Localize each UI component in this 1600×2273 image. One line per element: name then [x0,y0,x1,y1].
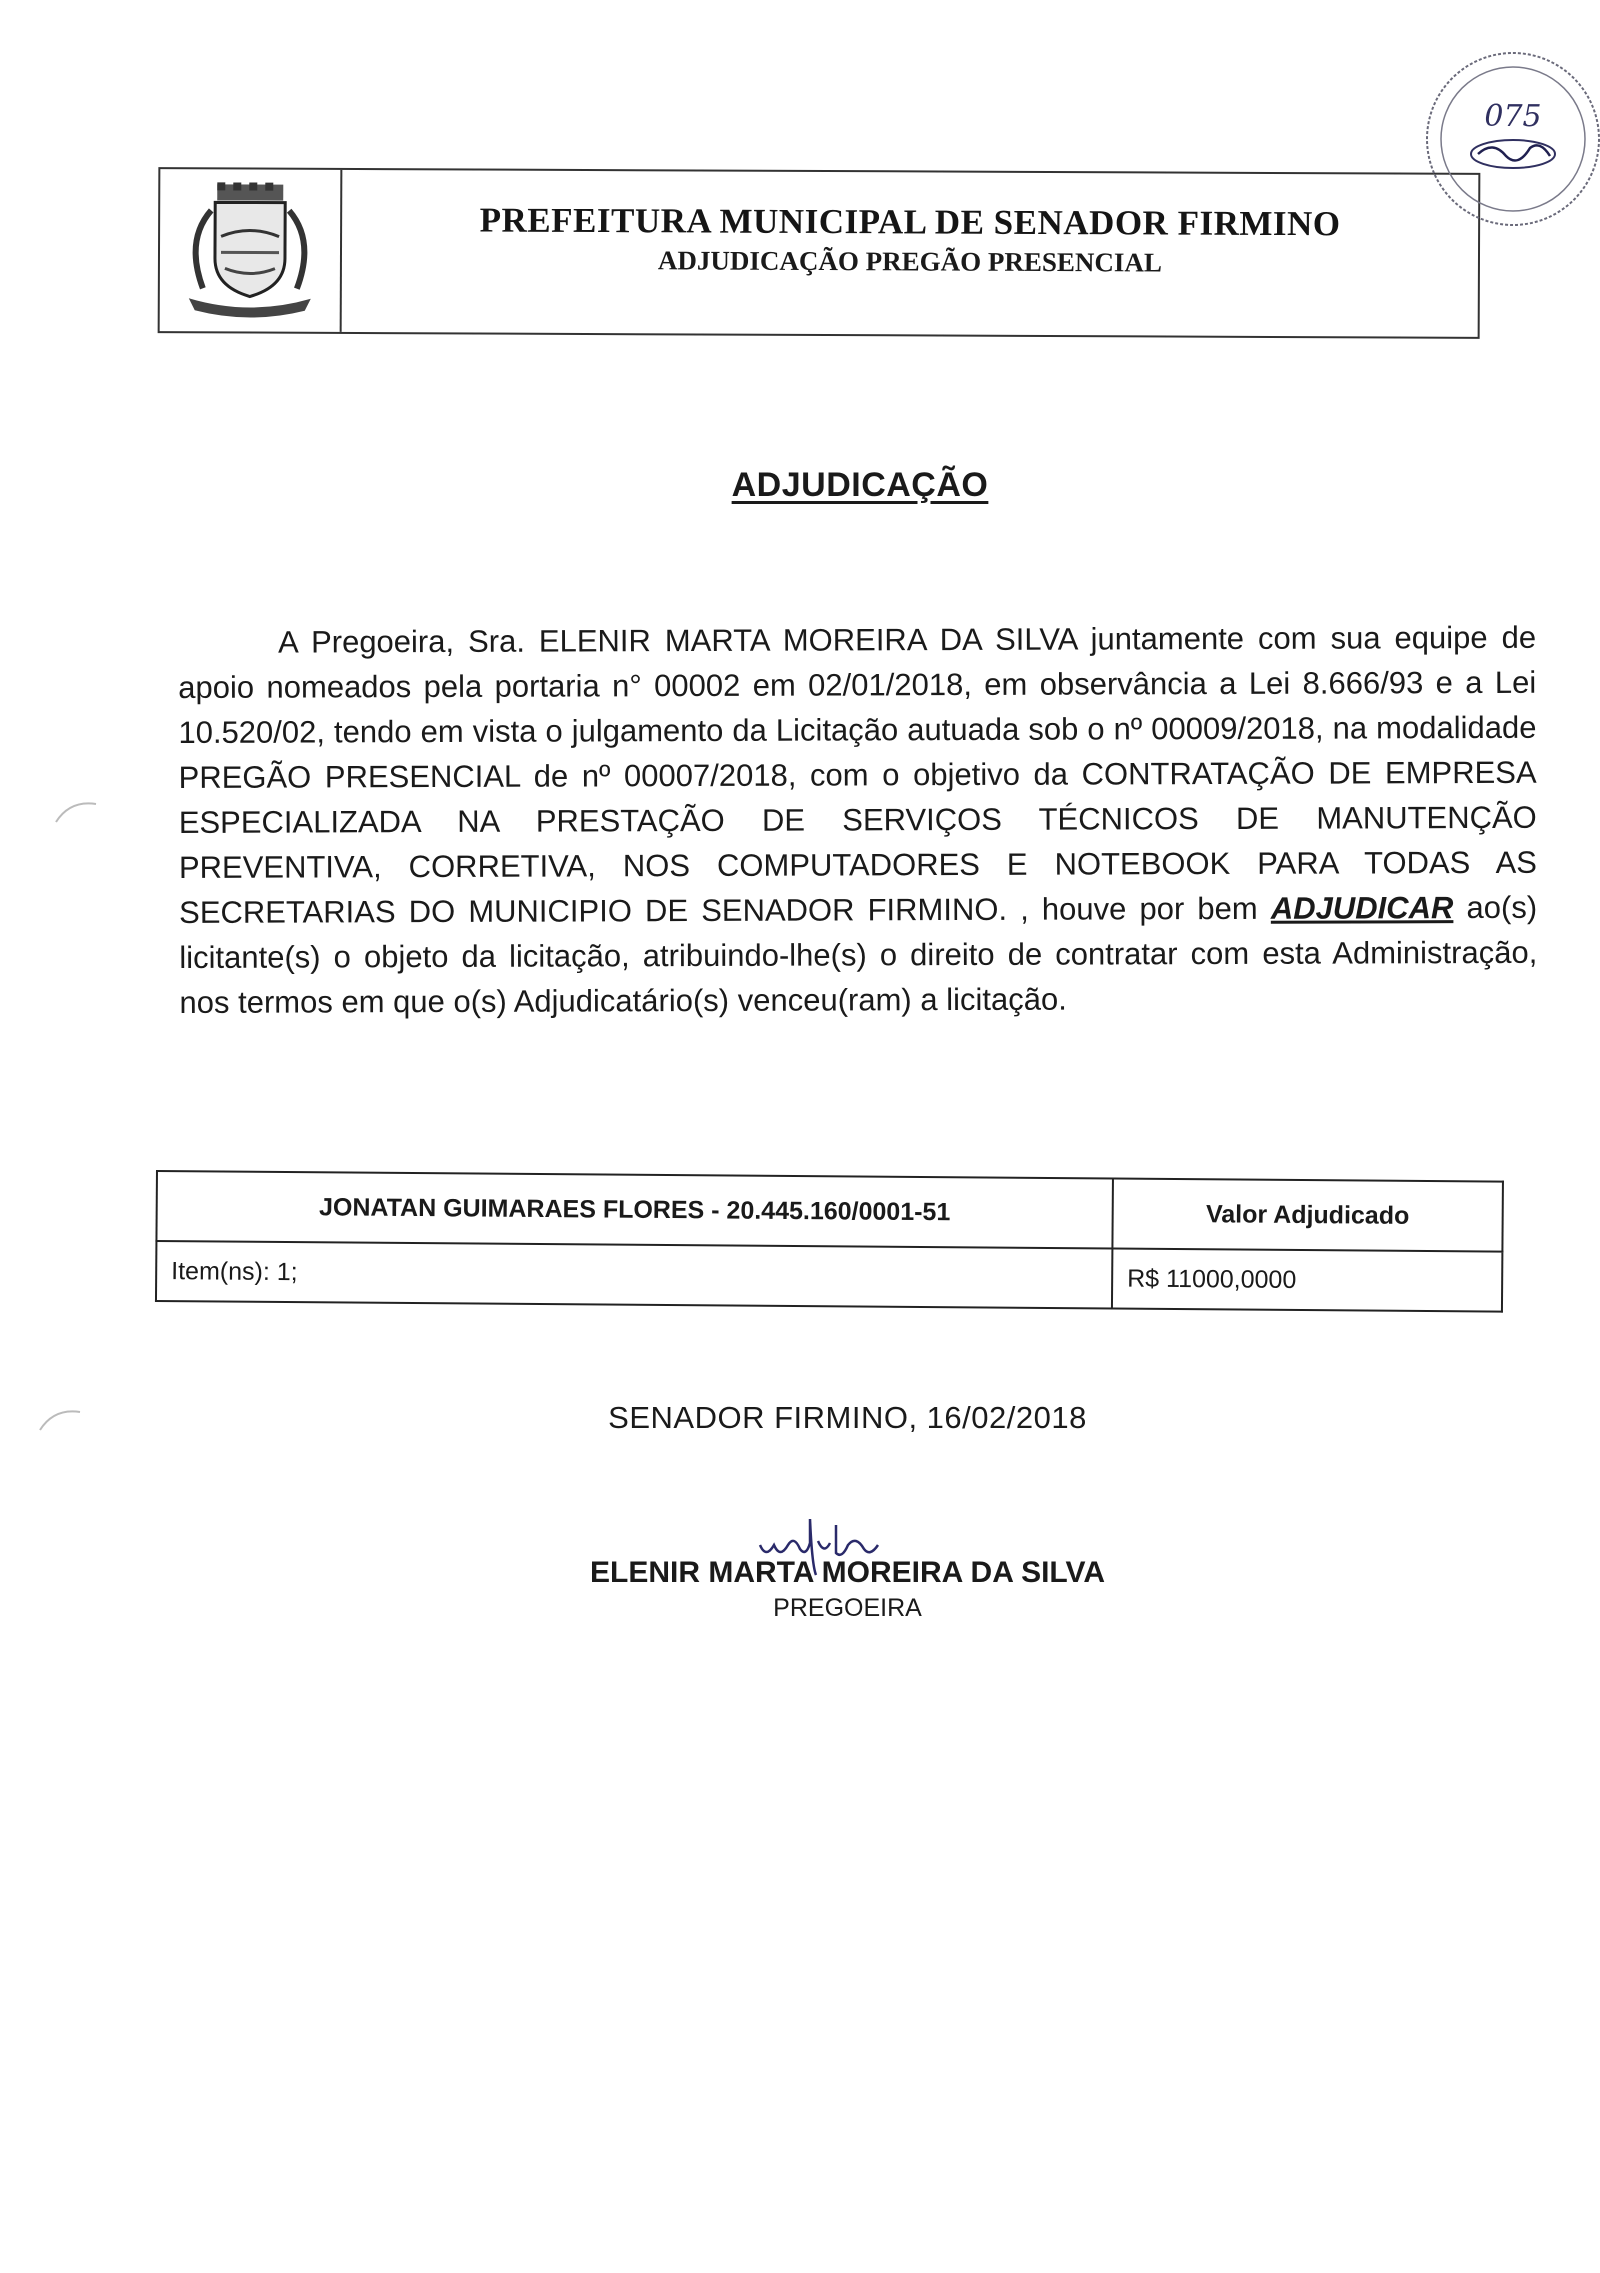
paragraph-part1: A Pregoeira, Sra. ELENIR MARTA MOREIRA DA SILVA juntamente com sua equipe de apoio nomeados pela portaria n° 00002 em 02/01/2018, em observância a Lei 8.666/93 e a Lei 10.520/02, tendo em vista o julgamento da Licitação autuada sob o nº 00009/2018, na modalidade PREGÃO PRESENCIAL de nº 00007/2018, com o objetivo da CONTRATAÇÃO DE EMPRESA ESPECIALIZADA NA PRESTAÇÃO DE SERVIÇOS TÉCNICOS DE MANUTENÇÃO PREVENTIVA, CORRETIVA, NOS COMPUTADORES E NOTEBOOK PARA TODAS AS SECRETARIAS DO MUNICIPIO DE SENADOR FIRMINO. , houve por bem [178,619,1538,930]
award-table [155,1170,1504,1313]
paragraph-part2: ao(s) licitante(s) o objeto da licitação, atribuindo-lhe(s) o direito de contratar com esta Administração, nos termos em que o(s) Adjudicatário(s) venceu(ram) a licitação. [179,889,1538,1020]
stamp-signature [1478,145,1550,160]
punch-hole-mark [52,796,102,826]
protocol-stamp [1418,44,1600,234]
document-header [158,167,1481,339]
value-header-cell: Valor Adjudicado [1112,1179,1503,1252]
header-subtitle: ADJUDICAÇÃO PREGÃO PRESENCIAL [657,245,1163,278]
adjudication-paragraph [178,615,1538,1025]
signer-name: ELENIR MARTA MOREIRA DA SILVA [590,1556,1105,1589]
value-cell: R$ 11000,0000 [1112,1249,1502,1312]
punch-hole-mark [36,1404,86,1434]
stamp-number: 075 [1484,99,1542,134]
adjudicar-keyword: ADJUDICAR [1270,890,1454,926]
header-title: PREFEITURA MUNICIPAL DE SENADOR FIRMINO [479,200,1341,244]
items-cell: Item(ns): 1; [156,1241,1112,1309]
company-header-cell: JONATAN GUIMARAES FLORES - 20.445.160/0001-51 [156,1171,1113,1249]
municipal-crest-icon [175,180,326,321]
table-header-row [156,1171,1503,1252]
adjudication-body [178,615,1538,1025]
header-titles [342,200,1478,280]
document-title: ADJUDICAÇÃO [731,466,989,504]
table-row [156,1241,1502,1312]
place-date: SENADOR FIRMINO, 16/02/2018 [608,1400,1087,1435]
signer-role: PREGOEIRA [773,1594,922,1622]
crest-cell [160,169,343,332]
